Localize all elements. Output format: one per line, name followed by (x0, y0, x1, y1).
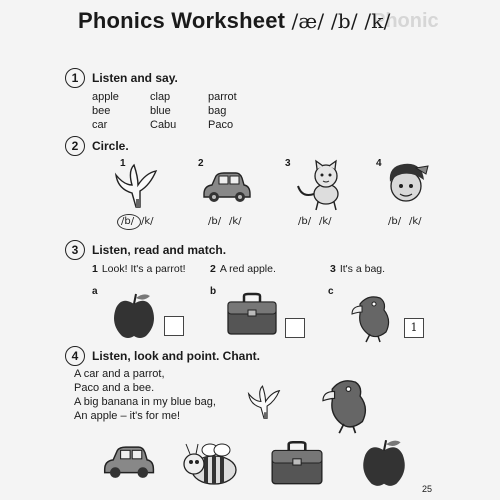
option-k[interactable]: /k/ (409, 216, 422, 227)
sentence-2: 2 A red apple. (210, 263, 276, 275)
sentence-1: 1 Look! It's a parrot! (92, 263, 186, 275)
boy-icon (384, 160, 430, 212)
answer-box-b[interactable] (285, 318, 305, 338)
option-k[interactable]: /k/ (319, 216, 332, 227)
page-number: 25 (421, 484, 432, 494)
chant-line: An apple – it's for me! (74, 410, 181, 422)
title-ipa: /æ/ /b/ /k/ (291, 9, 391, 33)
section-4-number: 4 (65, 346, 85, 366)
cat-icon (292, 160, 350, 212)
banana-icon (110, 163, 162, 211)
word: Cabu (150, 119, 177, 131)
section-2-number: 2 (65, 136, 85, 156)
bee-icon (180, 440, 242, 488)
word: car (92, 119, 108, 131)
section-4-heading: Listen, look and point. Chant. (92, 349, 260, 363)
word: Paco (208, 119, 234, 131)
answer-box-a[interactable] (164, 316, 184, 336)
car-icon (200, 170, 252, 204)
word: blue (150, 105, 171, 117)
page-title (78, 8, 391, 34)
section-3-number: 3 (65, 240, 85, 260)
word: clap (150, 91, 171, 103)
letter-b: b (210, 286, 217, 297)
letter-a: a (92, 286, 98, 297)
letter-c: c (328, 286, 334, 297)
word: bee (92, 105, 111, 117)
answer-box-c[interactable]: 1 (404, 318, 424, 338)
sentence-3: 3 It's a bag. (330, 263, 386, 275)
banana-icon (244, 375, 284, 431)
ghost-text: Phonic (372, 10, 439, 32)
bag-icon (224, 292, 280, 338)
apple-icon (356, 436, 412, 490)
section-3-heading: Listen, read and match. (92, 243, 227, 257)
option-k[interactable]: /k/ (229, 216, 242, 227)
item-number: 2 (198, 158, 204, 169)
parrot-icon (346, 290, 396, 342)
item-number: 1 (120, 158, 126, 169)
parrot-icon (316, 372, 374, 434)
title-text: Phonics Worksheet (78, 8, 286, 33)
word: parrot (208, 91, 237, 103)
option-b[interactable]: /b/ (208, 216, 222, 227)
item-number: 3 (285, 158, 291, 169)
bag-icon (268, 440, 326, 488)
apple-icon (108, 290, 160, 342)
chant-line: A big banana in my blue bag, (74, 396, 216, 408)
word: bag (208, 105, 227, 117)
option-b[interactable]: /b/ (298, 216, 312, 227)
item-number: 4 (376, 158, 382, 169)
chant-line: A car and a parrot, (74, 368, 165, 380)
option-b[interactable]: /b/ (121, 216, 135, 227)
section-2-heading: Circle. (92, 139, 129, 153)
option-k[interactable]: /k/ (141, 216, 154, 227)
section-1-number: 1 (65, 68, 85, 88)
car-icon (100, 444, 156, 480)
option-b[interactable]: /b/ (388, 216, 402, 227)
chant-line: Paco and a bee. (74, 382, 155, 394)
section-1-heading: Listen and say. (92, 71, 178, 85)
word: apple (92, 91, 119, 103)
